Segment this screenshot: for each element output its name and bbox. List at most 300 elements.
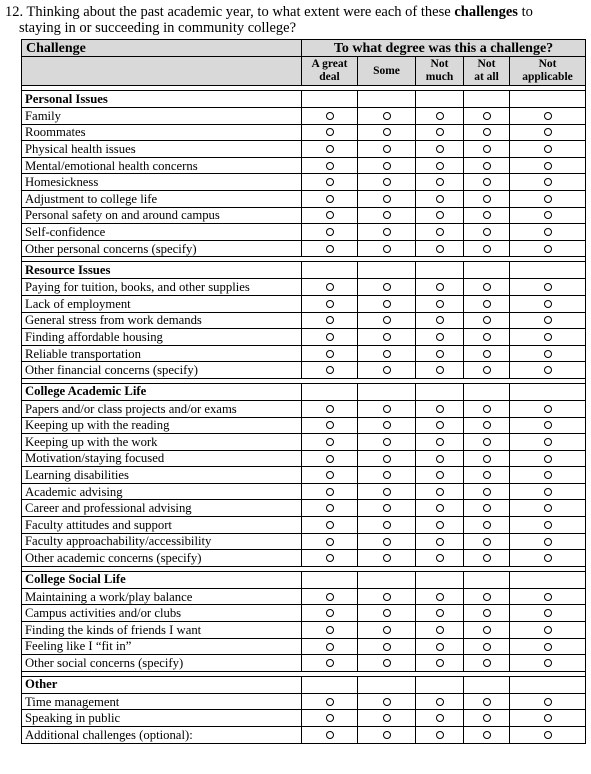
challenge-label: Academic advising — [22, 483, 302, 500]
radio-some[interactable] — [383, 350, 391, 358]
radio-a-great-deal[interactable] — [326, 471, 334, 479]
radio-cell — [302, 400, 358, 417]
radio-cell — [416, 517, 464, 534]
section-title: College Social Life — [22, 571, 302, 588]
radio-cell — [358, 710, 416, 727]
radio-some[interactable] — [383, 283, 391, 291]
challenge-row — [22, 224, 586, 241]
radio-cell — [510, 517, 586, 534]
radio-some[interactable] — [383, 300, 391, 308]
challenge-label: General stress from work demands — [22, 312, 302, 329]
radio-not-applicable[interactable] — [544, 405, 552, 413]
radio-not-much[interactable] — [436, 283, 444, 291]
radio-cell — [464, 362, 510, 379]
radio-not-much[interactable] — [436, 211, 444, 219]
radio-not-much[interactable] — [436, 316, 444, 324]
radio-a-great-deal[interactable] — [326, 228, 334, 236]
radio-not-much[interactable] — [436, 488, 444, 496]
radio-cell — [416, 655, 464, 672]
radio-not-applicable[interactable] — [544, 228, 552, 236]
radio-a-great-deal[interactable] — [326, 504, 334, 512]
radio-not-much[interactable] — [436, 162, 444, 170]
radio-not-much[interactable] — [436, 593, 444, 601]
radio-not-much[interactable] — [436, 333, 444, 341]
radio-not-at-all[interactable] — [483, 521, 491, 529]
radio-cell — [358, 588, 416, 605]
radio-cell — [358, 727, 416, 744]
radio-not-at-all[interactable] — [483, 698, 491, 706]
radio-not-much[interactable] — [436, 659, 444, 667]
challenge-label: Personal safety on and around campus — [22, 207, 302, 224]
radio-not-much[interactable] — [436, 145, 444, 153]
radio-some[interactable] — [383, 195, 391, 203]
radio-a-great-deal[interactable] — [326, 714, 334, 722]
radio-not-much[interactable] — [436, 698, 444, 706]
radio-a-great-deal[interactable] — [326, 731, 334, 739]
radio-cell — [464, 157, 510, 174]
radio-cell — [416, 500, 464, 517]
radio-not-much[interactable] — [436, 714, 444, 722]
section-header-blank-cell — [416, 262, 464, 279]
radio-not-at-all[interactable] — [483, 300, 491, 308]
radio-cell — [510, 400, 586, 417]
radio-a-great-deal[interactable] — [326, 659, 334, 667]
radio-some[interactable] — [383, 178, 391, 186]
radio-not-at-all[interactable] — [483, 609, 491, 617]
radio-some[interactable] — [383, 128, 391, 136]
radio-not-much[interactable] — [436, 538, 444, 546]
radio-cell — [464, 224, 510, 241]
radio-some[interactable] — [383, 245, 391, 253]
radio-a-great-deal[interactable] — [326, 283, 334, 291]
challenge-label: Other financial concerns (specify) — [22, 362, 302, 379]
radio-cell — [510, 108, 586, 125]
radio-cell — [302, 279, 358, 296]
radio-not-at-all[interactable] — [483, 659, 491, 667]
challenge-label: Keeping up with the reading — [22, 417, 302, 434]
radio-not-applicable[interactable] — [544, 593, 552, 601]
radio-a-great-deal[interactable] — [326, 455, 334, 463]
radio-cell — [464, 207, 510, 224]
radio-cell — [510, 605, 586, 622]
section-header-blank-cell — [510, 676, 586, 693]
radio-a-great-deal[interactable] — [326, 162, 334, 170]
radio-not-applicable[interactable] — [544, 438, 552, 446]
radio-a-great-deal[interactable] — [326, 643, 334, 651]
radio-not-applicable[interactable] — [544, 504, 552, 512]
radio-a-great-deal[interactable] — [326, 300, 334, 308]
radio-not-applicable[interactable] — [544, 698, 552, 706]
radio-cell — [358, 157, 416, 174]
header-blank-cell — [22, 57, 302, 86]
radio-some[interactable] — [383, 731, 391, 739]
radio-not-applicable[interactable] — [544, 538, 552, 546]
radio-cell — [302, 312, 358, 329]
option-header-some: Some — [358, 57, 416, 86]
radio-a-great-deal[interactable] — [326, 178, 334, 186]
radio-not-applicable[interactable] — [544, 178, 552, 186]
radio-a-great-deal[interactable] — [326, 521, 334, 529]
radio-some[interactable] — [383, 521, 391, 529]
radio-cell — [416, 417, 464, 434]
radio-not-much[interactable] — [436, 626, 444, 634]
radio-some[interactable] — [383, 112, 391, 120]
radio-not-applicable[interactable] — [544, 521, 552, 529]
radio-a-great-deal[interactable] — [326, 350, 334, 358]
radio-not-applicable[interactable] — [544, 195, 552, 203]
radio-cell — [416, 638, 464, 655]
challenge-label: Keeping up with the work — [22, 434, 302, 451]
radio-cell — [510, 655, 586, 672]
radio-cell — [510, 279, 586, 296]
radio-not-at-all[interactable] — [483, 714, 491, 722]
radio-some[interactable] — [383, 698, 391, 706]
radio-some[interactable] — [383, 438, 391, 446]
radio-not-at-all[interactable] — [483, 228, 491, 236]
radio-not-applicable[interactable] — [544, 643, 552, 651]
radio-cell — [302, 345, 358, 362]
radio-cell — [464, 141, 510, 158]
radio-cell — [464, 517, 510, 534]
radio-not-at-all[interactable] — [483, 626, 491, 634]
radio-a-great-deal[interactable] — [326, 593, 334, 601]
challenge-label: Campus activities and/or clubs — [22, 605, 302, 622]
radio-not-applicable[interactable] — [544, 350, 552, 358]
radio-not-much[interactable] — [436, 178, 444, 186]
radio-not-at-all[interactable] — [483, 471, 491, 479]
radio-not-much[interactable] — [436, 504, 444, 512]
radio-some[interactable] — [383, 488, 391, 496]
challenge-row — [22, 727, 586, 744]
radio-not-applicable[interactable] — [544, 300, 552, 308]
radio-not-at-all[interactable] — [483, 421, 491, 429]
radio-not-at-all[interactable] — [483, 488, 491, 496]
radio-not-applicable[interactable] — [544, 421, 552, 429]
radio-a-great-deal[interactable] — [326, 211, 334, 219]
radio-not-applicable[interactable] — [544, 554, 552, 562]
section-header-row — [22, 676, 586, 693]
radio-a-great-deal[interactable] — [326, 145, 334, 153]
radio-not-applicable[interactable] — [544, 211, 552, 219]
radio-a-great-deal[interactable] — [326, 438, 334, 446]
radio-not-applicable[interactable] — [544, 162, 552, 170]
radio-not-much[interactable] — [436, 554, 444, 562]
radio-not-applicable[interactable] — [544, 471, 552, 479]
radio-not-at-all[interactable] — [483, 593, 491, 601]
challenge-row — [22, 417, 586, 434]
radio-some[interactable] — [383, 609, 391, 617]
radio-cell — [302, 157, 358, 174]
radio-not-much[interactable] — [436, 366, 444, 374]
radio-cell — [416, 533, 464, 550]
radio-a-great-deal[interactable] — [326, 366, 334, 374]
radio-some[interactable] — [383, 471, 391, 479]
radio-some[interactable] — [383, 162, 391, 170]
challenge-row — [22, 240, 586, 257]
challenge-row — [22, 174, 586, 191]
radio-cell — [464, 450, 510, 467]
radio-cell — [302, 533, 358, 550]
radio-cell — [510, 312, 586, 329]
radio-cell — [358, 500, 416, 517]
radio-some[interactable] — [383, 333, 391, 341]
challenge-label: Motivation/staying focused — [22, 450, 302, 467]
radio-cell — [358, 141, 416, 158]
radio-not-much[interactable] — [436, 245, 444, 253]
section-header-blank-cell — [464, 262, 510, 279]
radio-cell — [464, 467, 510, 484]
radio-cell — [510, 467, 586, 484]
radio-a-great-deal[interactable] — [326, 316, 334, 324]
radio-cell — [416, 174, 464, 191]
radio-cell — [302, 174, 358, 191]
radio-cell — [464, 240, 510, 257]
radio-some[interactable] — [383, 714, 391, 722]
radio-not-at-all[interactable] — [483, 178, 491, 186]
radio-a-great-deal[interactable] — [326, 609, 334, 617]
radio-not-much[interactable] — [436, 112, 444, 120]
section-header-blank-cell — [302, 676, 358, 693]
radio-some[interactable] — [383, 626, 391, 634]
question-bold-word: challenges — [454, 4, 518, 20]
challenge-label: Other personal concerns (specify) — [22, 240, 302, 257]
question-number: 12. — [5, 4, 24, 20]
radio-cell — [302, 550, 358, 567]
radio-not-at-all[interactable] — [483, 162, 491, 170]
section-header-row — [22, 91, 586, 108]
radio-a-great-deal[interactable] — [326, 698, 334, 706]
radio-not-at-all[interactable] — [483, 350, 491, 358]
radio-not-much[interactable] — [436, 421, 444, 429]
section-header-blank-cell — [358, 571, 416, 588]
radio-not-at-all[interactable] — [483, 554, 491, 562]
radio-cell — [302, 434, 358, 451]
radio-not-applicable[interactable] — [544, 245, 552, 253]
radio-a-great-deal[interactable] — [326, 245, 334, 253]
radio-not-much[interactable] — [436, 350, 444, 358]
radio-cell — [416, 329, 464, 346]
radio-some[interactable] — [383, 145, 391, 153]
radio-not-at-all[interactable] — [483, 731, 491, 739]
radio-not-applicable[interactable] — [544, 283, 552, 291]
radio-not-at-all[interactable] — [483, 245, 491, 253]
section-header-blank-cell — [464, 91, 510, 108]
radio-cell — [510, 434, 586, 451]
challenge-row — [22, 467, 586, 484]
radio-cell — [358, 124, 416, 141]
radio-not-at-all[interactable] — [483, 283, 491, 291]
radio-cell — [358, 450, 416, 467]
radio-some[interactable] — [383, 504, 391, 512]
challenge-row — [22, 400, 586, 417]
radio-cell — [358, 467, 416, 484]
radio-cell — [416, 588, 464, 605]
radio-a-great-deal[interactable] — [326, 128, 334, 136]
radio-not-much[interactable] — [436, 195, 444, 203]
radio-cell — [510, 417, 586, 434]
challenge-label: Lack of employment — [22, 295, 302, 312]
radio-cell — [510, 329, 586, 346]
challenge-label: Time management — [22, 693, 302, 710]
radio-not-applicable[interactable] — [544, 145, 552, 153]
challenge-row — [22, 588, 586, 605]
radio-not-applicable[interactable] — [544, 488, 552, 496]
radio-not-at-all[interactable] — [483, 643, 491, 651]
radio-not-at-all[interactable] — [483, 366, 491, 374]
challenge-label: Other academic concerns (specify) — [22, 550, 302, 567]
radio-not-at-all[interactable] — [483, 438, 491, 446]
challenge-row — [22, 550, 586, 567]
radio-not-applicable[interactable] — [544, 112, 552, 120]
radio-not-much[interactable] — [436, 731, 444, 739]
radio-cell — [302, 605, 358, 622]
radio-a-great-deal[interactable] — [326, 554, 334, 562]
radio-not-applicable[interactable] — [544, 609, 552, 617]
radio-not-at-all[interactable] — [483, 405, 491, 413]
radio-a-great-deal[interactable] — [326, 405, 334, 413]
radio-not-much[interactable] — [436, 455, 444, 463]
radio-cell — [302, 710, 358, 727]
radio-not-much[interactable] — [436, 643, 444, 651]
radio-not-much[interactable] — [436, 300, 444, 308]
radio-a-great-deal[interactable] — [326, 421, 334, 429]
challenge-label: Career and professional advising — [22, 500, 302, 517]
radio-some[interactable] — [383, 593, 391, 601]
radio-some[interactable] — [383, 405, 391, 413]
radio-not-at-all[interactable] — [483, 128, 491, 136]
radio-not-much[interactable] — [436, 228, 444, 236]
radio-not-applicable[interactable] — [544, 128, 552, 136]
radio-not-at-all[interactable] — [483, 538, 491, 546]
radio-a-great-deal[interactable] — [326, 333, 334, 341]
section-header-blank-cell — [302, 383, 358, 400]
radio-cell — [416, 345, 464, 362]
radio-not-applicable[interactable] — [544, 366, 552, 374]
section-title: Resource Issues — [22, 262, 302, 279]
radio-not-at-all[interactable] — [483, 504, 491, 512]
radio-not-much[interactable] — [436, 405, 444, 413]
radio-not-applicable[interactable] — [544, 626, 552, 634]
radio-a-great-deal[interactable] — [326, 538, 334, 546]
radio-some[interactable] — [383, 366, 391, 374]
challenge-label: Additional challenges (optional): — [22, 727, 302, 744]
challenge-row — [22, 638, 586, 655]
radio-not-applicable[interactable] — [544, 731, 552, 739]
radio-cell — [416, 141, 464, 158]
radio-cell — [464, 483, 510, 500]
section-header-blank-cell — [464, 383, 510, 400]
radio-cell — [510, 362, 586, 379]
challenge-row — [22, 295, 586, 312]
radio-some[interactable] — [383, 421, 391, 429]
radio-not-applicable[interactable] — [544, 316, 552, 324]
radio-cell — [510, 638, 586, 655]
radio-not-applicable[interactable] — [544, 455, 552, 463]
radio-not-applicable[interactable] — [544, 333, 552, 341]
radio-not-much[interactable] — [436, 471, 444, 479]
radio-not-at-all[interactable] — [483, 211, 491, 219]
radio-cell — [416, 108, 464, 125]
radio-cell — [416, 295, 464, 312]
challenge-label: Physical health issues — [22, 141, 302, 158]
section-header-blank-cell — [358, 91, 416, 108]
radio-cell — [358, 362, 416, 379]
radio-not-at-all[interactable] — [483, 333, 491, 341]
radio-a-great-deal[interactable] — [326, 112, 334, 120]
radio-not-much[interactable] — [436, 128, 444, 136]
question-text-start: Thinking about the past academic year, to what extent were each of these — [26, 4, 451, 20]
radio-cell — [464, 190, 510, 207]
radio-cell — [302, 207, 358, 224]
radio-cell — [302, 655, 358, 672]
option-header-not-much: Not much — [416, 57, 464, 86]
radio-cell — [510, 483, 586, 500]
radio-cell — [416, 467, 464, 484]
challenge-label: Paying for tuition, books, and other supplies — [22, 279, 302, 296]
radio-a-great-deal[interactable] — [326, 195, 334, 203]
radio-cell — [464, 622, 510, 639]
radio-cell — [416, 434, 464, 451]
radio-not-applicable[interactable] — [544, 659, 552, 667]
section-header-blank-cell — [416, 91, 464, 108]
radio-not-at-all[interactable] — [483, 145, 491, 153]
radio-cell — [416, 400, 464, 417]
radio-cell — [416, 450, 464, 467]
radio-some[interactable] — [383, 643, 391, 651]
radio-cell — [358, 174, 416, 191]
radio-some[interactable] — [383, 455, 391, 463]
radio-some[interactable] — [383, 211, 391, 219]
radio-some[interactable] — [383, 659, 391, 667]
radio-cell — [358, 483, 416, 500]
radio-cell — [358, 224, 416, 241]
radio-a-great-deal[interactable] — [326, 626, 334, 634]
radio-cell — [510, 710, 586, 727]
radio-not-at-all[interactable] — [483, 455, 491, 463]
radio-cell — [416, 710, 464, 727]
radio-some[interactable] — [383, 554, 391, 562]
radio-a-great-deal[interactable] — [326, 488, 334, 496]
radio-some[interactable] — [383, 228, 391, 236]
radio-cell — [464, 638, 510, 655]
radio-not-much[interactable] — [436, 438, 444, 446]
radio-not-at-all[interactable] — [483, 112, 491, 120]
challenge-row — [22, 605, 586, 622]
radio-cell — [358, 279, 416, 296]
challenge-label: Roommates — [22, 124, 302, 141]
radio-some[interactable] — [383, 538, 391, 546]
radio-some[interactable] — [383, 316, 391, 324]
radio-cell — [302, 224, 358, 241]
radio-not-much[interactable] — [436, 521, 444, 529]
radio-not-at-all[interactable] — [483, 195, 491, 203]
radio-cell — [416, 157, 464, 174]
radio-cell — [416, 483, 464, 500]
challenge-label: Learning disabilities — [22, 467, 302, 484]
section-header-blank-cell — [464, 571, 510, 588]
challenge-label: Faculty approachability/accessibility — [22, 533, 302, 550]
radio-cell — [464, 345, 510, 362]
challenge-label: Finding affordable housing — [22, 329, 302, 346]
radio-cell — [464, 174, 510, 191]
section-title: Personal Issues — [22, 91, 302, 108]
radio-not-at-all[interactable] — [483, 316, 491, 324]
radio-cell — [416, 727, 464, 744]
challenge-row — [22, 450, 586, 467]
radio-cell — [510, 190, 586, 207]
radio-not-applicable[interactable] — [544, 714, 552, 722]
radio-not-much[interactable] — [436, 609, 444, 617]
